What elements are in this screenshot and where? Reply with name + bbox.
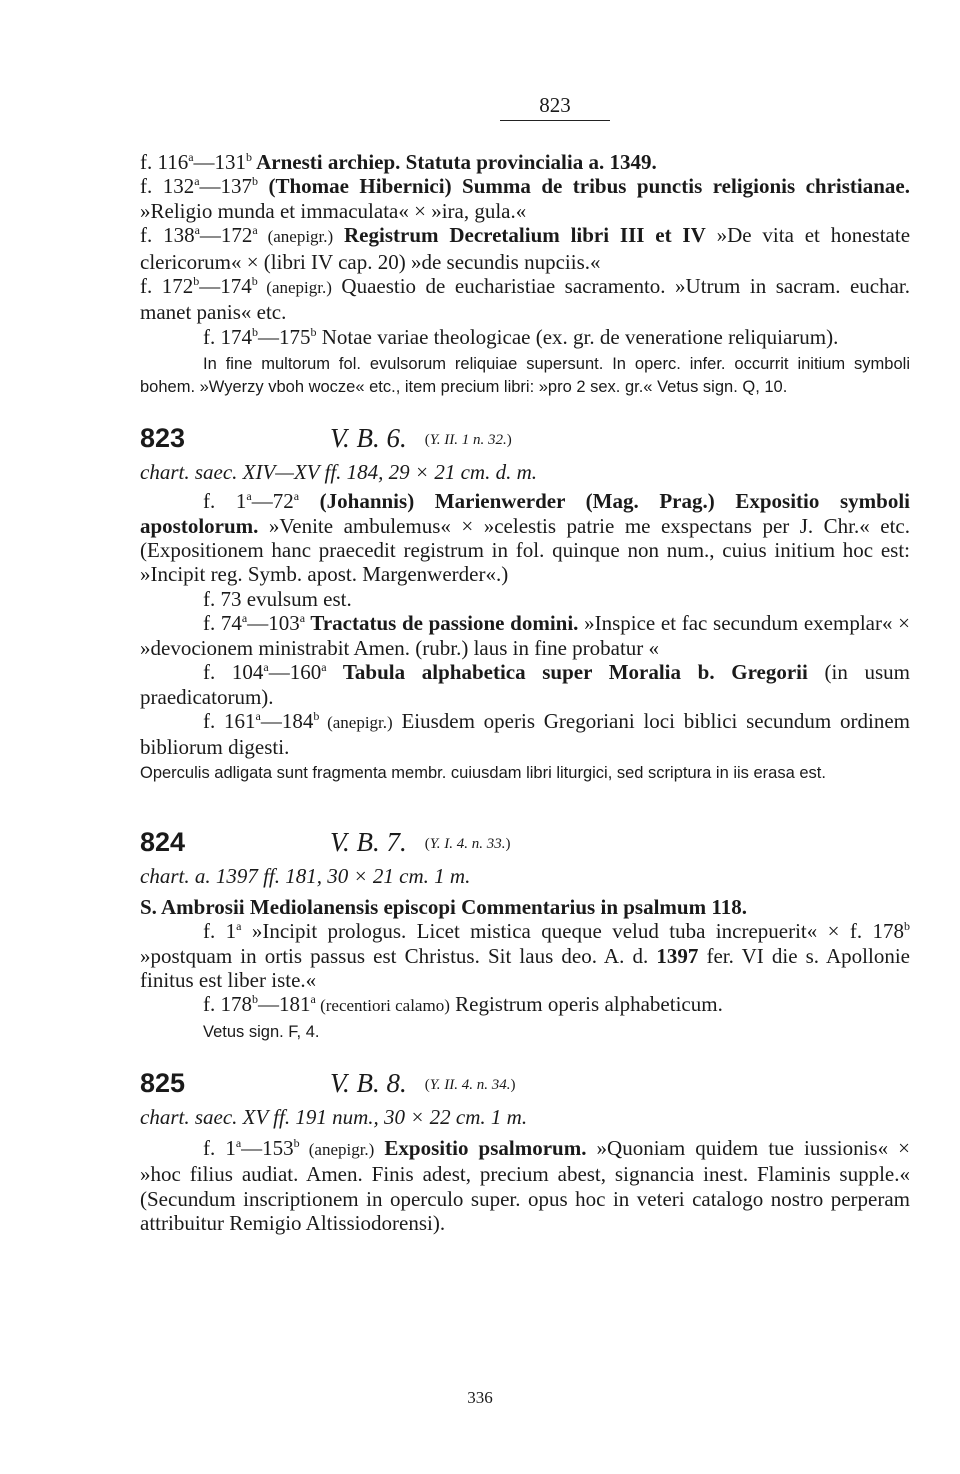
entry: f. 174$^b$—175$^b$ Notae variae theologicae (ex. gr. de veneratione reliquiarum). — [203, 324, 839, 349]
entry: f. 74$^a$—103$^a$ Tractatus de passione domini. »Inspice et fac secundum exemplar« × »devocionem ministrabit Amen. (rubr.) laus in fine probatur « — [140, 611, 910, 660]
page-number-bottom: 336 — [467, 1388, 493, 1407]
old-signature: (Y. II. 1 n. 32.) — [424, 432, 512, 449]
codex-number: 823 — [140, 423, 186, 454]
codex-number: 824 — [140, 826, 186, 857]
codex-heading-823 — [140, 409, 910, 455]
entry: f. 104$^a$—160$^a$ Tabula alphabetica super Moralia b. Gregorii (in usum praedicatorum). — [140, 660, 910, 709]
entry-title: Tabula alphabetica super Moralia b. Gregorii — [326, 660, 808, 685]
old-signature: (Y. I. 4. n. 33.) — [424, 835, 511, 852]
entry-title: Registrum Decretalium libri III et IV — [333, 223, 706, 248]
entry: f. 1$^a$—153$^b$ (anepigr.) Expositio psalmorum. »Quoniam quidem tue iussionis« × »hoc filius audiat. Amen. Finis adest, precium abest, signancia inest. Flaminis supple.« (Secundum inscriptionem in operculo super. opus hoc in veteri catalogo nostro perperam attribuitur Remigio Altissiodorensi). — [140, 1135, 910, 1235]
entry: f. 73 evulsum est. — [203, 586, 352, 611]
entry-title: Arnesti archiep. Statuta provincialia a. 1349. — [252, 150, 657, 174]
entry: f. 1$^a$—72$^a$ (Johannis) Marienwerder (Mag. Prag.) Expositio symboli apostolorum. »Venite ambulemus« × »celestis patrie me exspectans per J. Chr.« etc. (Expositionem hanc praecedit registrum in fol. quinque non num., cuius initium hoc est: »Incipit reg. Symb. apost. Margenwerder«.) — [140, 489, 910, 587]
entry-title: Tractatus de passione domini. — [305, 611, 579, 636]
entry: f. 138$^a$—172$^a$ (anepigr.) Registrum Decretalium libri III et IV »De vita et honestate clericorum« × (libri IV cap. 20) »de secundis nupciis.« — [140, 223, 911, 274]
entry: f. 132$^a$—137$^b$ (Thomae Hibernici) Summa de tribus punctis religionis christianae. »Religio munda et immaculata« × »ira, gula.« — [140, 174, 910, 223]
codex-title: S. Ambrosii Mediolanensis episcopi Commentarius in psalmum 118. — [140, 894, 747, 919]
entry: f. 116$^a$—131$^b$ Arnesti archiep. Statuta provincialia a. 1349. — [140, 150, 657, 174]
codex-number: 825 — [140, 1067, 186, 1098]
shelf-signature: V. B. 6. — [330, 423, 407, 454]
old-signature: (Y. II. 4. n. 34.) — [424, 1076, 516, 1093]
note-small: Operculis adligata sunt fragmenta membr. cuiusdam libri liturgici, sed scriptura in iis erasa est. — [140, 763, 826, 782]
codex-heading-824 — [140, 813, 910, 859]
entry-title: (Thomae Hibernici) Summa de tribus punctis religionis christianae. — [258, 174, 910, 199]
codex-description: chart. saec. XIV—XV ff. 184, 29 × 21 cm. d. m. — [140, 460, 537, 485]
year: 1397 — [656, 943, 699, 968]
shelf-signature: V. B. 7. — [330, 826, 407, 857]
entry-title: (Johannis) Marienwerder (Mag. Prag.) Expositio symboli apostolorum. — [140, 489, 910, 538]
entry: f. 1$^a$ »Incipit prologus. Licet mistica queque velud tuba increpuerit« × f. 178$^b$ »postquam in ortis passus est Christus. Sit laus deo. A. d. 1397 fer. VI die s. Apollonie finitus est liber iste.« — [140, 919, 911, 992]
entry: f. 172$^b$—174$^b$ (anepigr.) Quaestio de eucharistiae sacramento. »Utrum in sacram. euchar. manet panis« etc. — [140, 274, 911, 325]
page-body — [140, 150, 911, 1235]
note-small: Vetus sign. F, 4. — [203, 1022, 320, 1041]
shelf-signature: V. B. 8. — [330, 1067, 407, 1098]
entry-title: Expositio psalmorum. — [374, 1135, 587, 1160]
entry: f. 178$^b$—181$^a$ (recentiori calamo) Registrum operis alphabeticum. — [203, 992, 723, 1017]
entry: f. 161$^a$—184$^b$ (anepigr.) Eiusdem operis Gregoriani loci biblici secundum ordinem bibliorum digesti. — [140, 708, 910, 760]
note-small: In fine multorum fol. evulsorum reliquiae supersunt. In operc. infer. occurrit initium symboli bohem. »Wyerzy vboh wocze« etc., item precium libri: »pro 2 sex. gr.« Vetus sign. Q, 10. — [140, 355, 910, 397]
page-number-top: 823 — [500, 92, 610, 121]
codex-description: chart. a. 1397 ff. 181, 30 × 21 cm. 1 m. — [140, 863, 471, 888]
codex-heading-825 — [140, 1054, 910, 1100]
codex-description: chart. saec. XV ff. 191 num., 30 × 22 cm. 1 m. — [140, 1104, 528, 1129]
